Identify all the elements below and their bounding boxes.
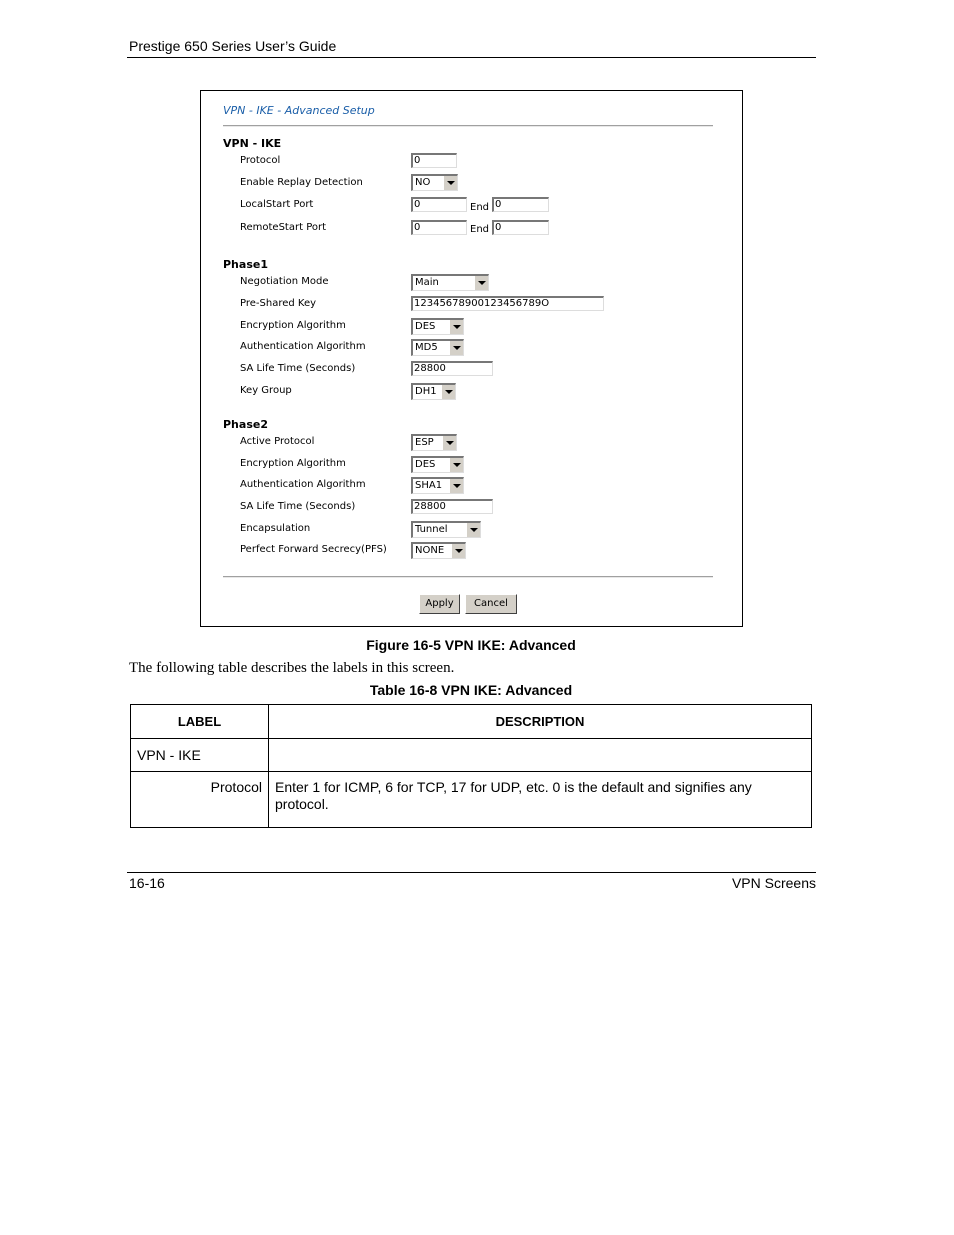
local-end-label: End <box>470 202 490 213</box>
vpn-ike-advanced-screenshot <box>200 90 743 627</box>
table-cell-label: Protocol <box>131 772 269 828</box>
protocol-input[interactable]: 0 <box>411 153 457 168</box>
p2-encryption-label: Encryption Algorithm <box>240 458 346 469</box>
p1-authentication-label: Authentication Algorithm <box>240 341 366 352</box>
table-header-row <box>131 705 812 739</box>
pfs-label: Perfect Forward Secrecy(PFS) <box>240 544 387 555</box>
replay-detection-label: Enable Replay Detection <box>240 177 363 188</box>
p2-sa-lifetime-label: SA Life Time (Seconds) <box>240 501 356 512</box>
chevron-down-icon <box>449 479 463 493</box>
protocol-label: Protocol <box>240 155 281 166</box>
remote-start-port-label: RemoteStart Port <box>240 222 327 233</box>
chevron-down-icon <box>466 523 480 537</box>
p1-encryption-label: Encryption Algorithm <box>240 320 346 331</box>
bottom-divider <box>223 576 713 578</box>
active-protocol-value: ESP <box>415 437 434 448</box>
p1-authentication-select[interactable] <box>411 339 464 356</box>
p1-sa-lifetime-label: SA Life Time (Seconds) <box>240 363 356 374</box>
screen-title: VPN - IKE - Advanced Setup <box>223 104 375 117</box>
cancel-button[interactable]: Cancel <box>465 594 517 614</box>
page-number: 16-16 <box>129 875 165 891</box>
key-group-select[interactable] <box>411 383 456 400</box>
figure-caption: Figure 16-5 VPN IKE: Advanced <box>366 637 576 653</box>
section-phase1: Phase1 <box>223 258 268 271</box>
local-start-port-input[interactable]: 0 <box>411 197 467 212</box>
table-cell-description: Enter 1 for ICMP, 6 for TCP, 17 for UDP, etc. 0 is the default and signifies any protocol. <box>269 772 812 828</box>
remote-end-label: End <box>470 224 490 235</box>
footer-section-name: VPN Screens <box>731 875 816 891</box>
encapsulation-select[interactable] <box>411 521 481 538</box>
chevron-down-icon <box>451 544 465 558</box>
table-row <box>131 739 812 772</box>
intro-text: The following table describes the labels in this screen. <box>129 660 455 676</box>
p2-encryption-value: DES <box>415 459 436 470</box>
key-group-value: DH1 <box>415 386 437 397</box>
table-cell-label: VPN - IKE <box>131 739 269 772</box>
encapsulation-value: Tunnel <box>415 524 448 535</box>
pfs-select[interactable] <box>411 542 466 559</box>
remote-start-port-input[interactable]: 0 <box>411 220 467 235</box>
chevron-down-icon <box>474 276 488 290</box>
active-protocol-select[interactable] <box>411 434 457 451</box>
p2-authentication-label: Authentication Algorithm <box>240 479 366 490</box>
p1-sa-lifetime-input[interactable]: 28800 <box>411 361 493 376</box>
chevron-down-icon <box>449 341 463 355</box>
apply-button[interactable]: Apply <box>419 594 460 614</box>
pre-shared-key-input[interactable]: 12345678900123456789O <box>411 296 604 311</box>
table-header-label: LABEL <box>131 705 269 739</box>
replay-detection-select[interactable] <box>411 174 458 191</box>
pre-shared-key-label: Pre-Shared Key <box>240 298 317 309</box>
description-table <box>130 704 812 828</box>
chevron-down-icon <box>449 458 463 472</box>
key-group-label: Key Group <box>240 385 292 396</box>
p2-authentication-value: SHA1 <box>415 480 443 491</box>
p1-encryption-select[interactable] <box>411 318 464 335</box>
p2-authentication-select[interactable] <box>411 477 464 494</box>
pfs-value: NONE <box>415 545 445 556</box>
remote-end-port-input[interactable]: 0 <box>492 220 549 235</box>
p2-encryption-select[interactable] <box>411 456 464 473</box>
chevron-down-icon <box>443 176 457 190</box>
p1-authentication-value: MD5 <box>415 342 438 353</box>
table-cell-description <box>269 739 812 772</box>
footer-rule <box>127 872 816 873</box>
p2-sa-lifetime-input[interactable]: 28800 <box>411 499 493 514</box>
encapsulation-label: Encapsulation <box>240 523 311 534</box>
negotiation-mode-label: Negotiation Mode <box>240 276 329 287</box>
title-divider <box>223 125 713 127</box>
header-rule <box>127 57 816 58</box>
document-header-title: Prestige 650 Series User’s Guide <box>129 38 337 54</box>
section-phase2: Phase2 <box>223 418 268 431</box>
active-protocol-label: Active Protocol <box>240 436 315 447</box>
negotiation-mode-select[interactable] <box>411 274 489 291</box>
chevron-down-icon <box>442 436 456 450</box>
table-header-description: DESCRIPTION <box>269 705 812 739</box>
chevron-down-icon <box>441 385 455 399</box>
chevron-down-icon <box>449 320 463 334</box>
table-caption: Table 16-8 VPN IKE: Advanced <box>369 682 573 698</box>
table-row <box>131 772 812 828</box>
replay-detection-value: NO <box>415 177 431 188</box>
local-end-port-input[interactable]: 0 <box>492 197 549 212</box>
section-vpn-ike: VPN - IKE <box>223 137 282 150</box>
negotiation-mode-value: Main <box>415 277 439 288</box>
p1-encryption-value: DES <box>415 321 436 332</box>
local-start-port-label: LocalStart Port <box>240 199 314 210</box>
